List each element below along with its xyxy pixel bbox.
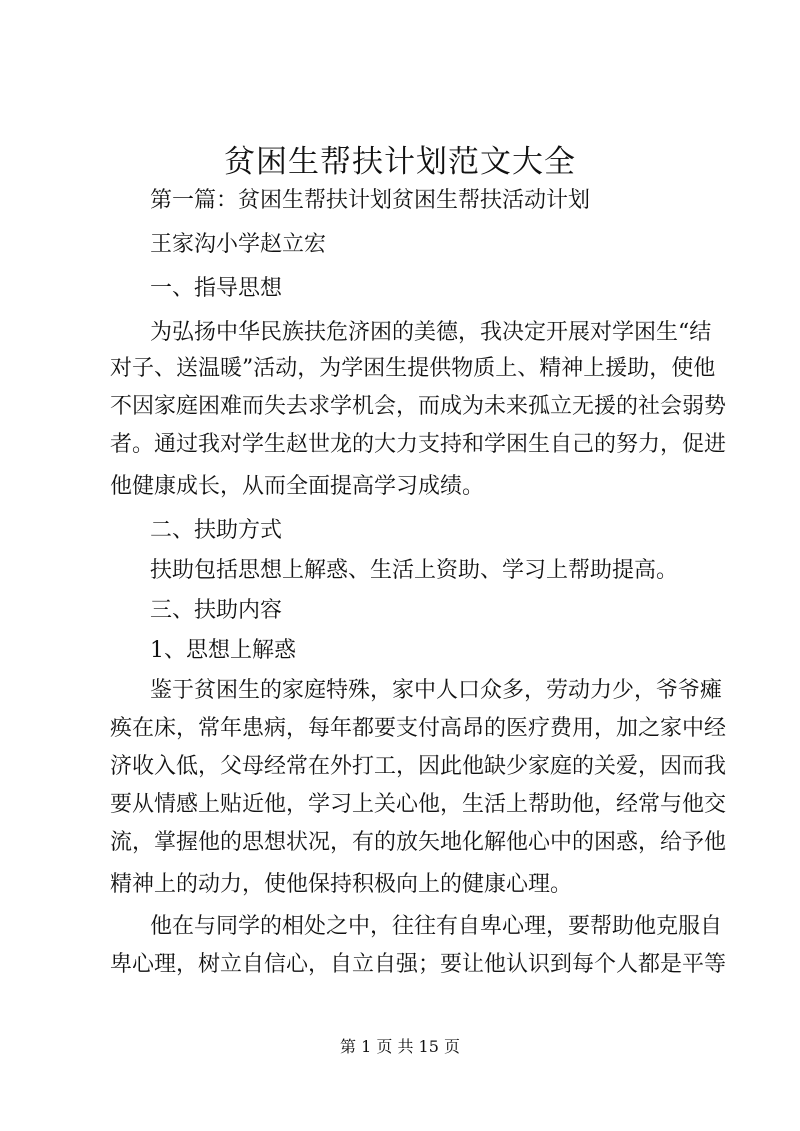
paragraph-line: 鉴于贫困生的家庭特殊，家中人口众多，劳动力少，爷爷瘫 (150, 678, 723, 703)
section-heading: 二、扶助方式 (150, 518, 283, 543)
paragraph-line: 者。通过我对学生赵世龙的大力支持和学困生自己的努力，促进 (110, 432, 727, 457)
paragraph-line: 他健康成长，从而全面提高学习成绩。 (110, 474, 485, 499)
paragraph-line: 扶助包括思想上解惑、生活上资助、学习上帮助提高。 (150, 558, 679, 583)
paragraph-line: 卑心理，树立自信心，自立自强；要让他认识到每个人都是平等 (110, 952, 727, 977)
paragraph-line: 对子、送温暖”活动，为学困生提供物质上、精神上援助，使他 (110, 356, 716, 381)
paragraph-line: 要从情感上贴近他，学习上关心他，生活上帮助他，经常与他交 (110, 792, 727, 817)
paragraph-line: 济收入低，父母经常在外打工，因此他缺少家庭的关爱，因而我 (110, 754, 727, 779)
document-title: 贫困生帮扶计划范文大全 (224, 144, 576, 180)
section-heading: 三、扶助内容 (150, 598, 283, 623)
subsection-heading: 1、思想上解惑 (150, 638, 296, 663)
paragraph-line: 他在与同学的相处之中，往往有自卑心理，要帮助他克服自 (150, 914, 723, 939)
section-heading: 第一篇：贫困生帮扶计划贫困生帮扶活动计划 (150, 188, 591, 213)
paragraph-line: 流，掌握他的思想状况，有的放矢地化解他心中的困惑，给予他 (110, 830, 727, 855)
author-line: 王家沟小学赵立宏 (150, 232, 327, 257)
paragraph-line: 痪在床，常年患病，每年都要支付高昂的医疗费用，加之家中经 (110, 716, 727, 741)
section-heading: 一、指导思想 (150, 276, 283, 301)
paragraph-line: 精神上的动力，使他保持积极向上的健康心理。 (110, 872, 573, 897)
paragraph-line: 为弘扬中华民族扶危济困的美德，我决定开展对学困生“结 (150, 320, 712, 345)
page-footer: 第 1 页 共 15 页 (340, 1037, 460, 1056)
paragraph-line: 不因家庭困难而失去求学机会，而成为未来孤立无援的社会弱势 (110, 394, 727, 419)
